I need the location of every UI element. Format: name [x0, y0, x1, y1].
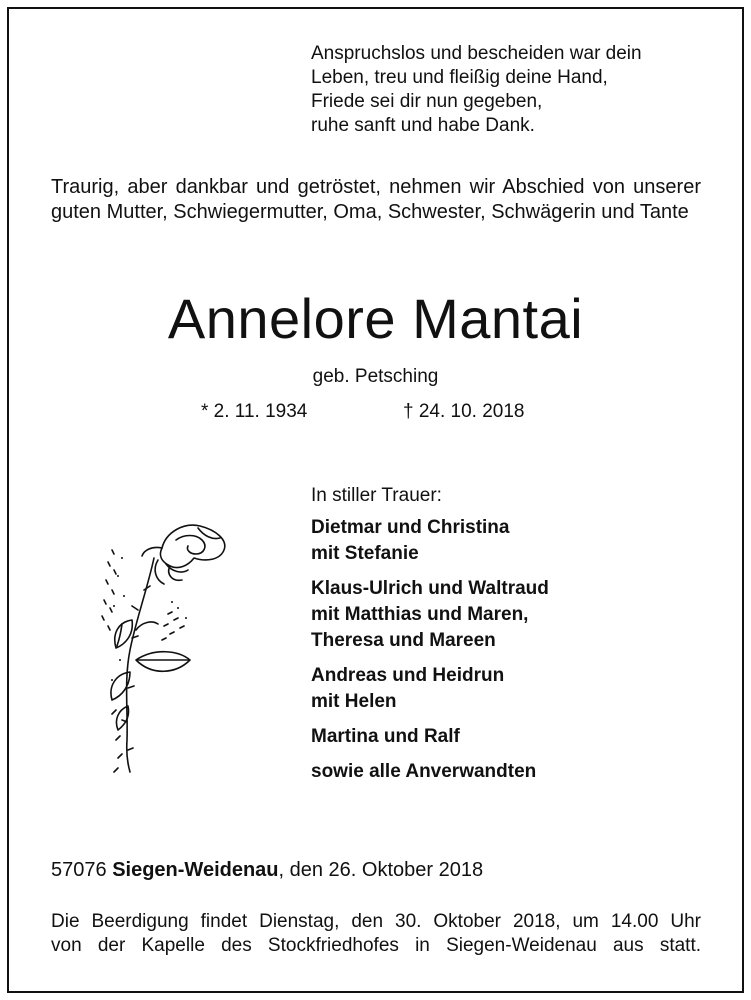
birth-date: * 2. 11. 1934 — [201, 401, 308, 422]
death-date: † 24. 10. 2018 — [403, 401, 525, 422]
place-date-text: , den 26. Oktober 2018 — [278, 859, 484, 881]
mourner-line: Martina und Ralf — [311, 726, 460, 747]
mourner-line: Andreas und Heidrun — [311, 665, 505, 686]
mourner-line: mit Matthias und Maren, — [311, 604, 529, 625]
mourner-group — [311, 759, 549, 785]
poem-line: Leben, treu und fleißig deine Hand, — [311, 67, 608, 88]
funeral-line: Die Beerdigung findet Dienstag, den 30. Oktober 2018, um 14.00 Uhr — [51, 911, 701, 932]
place-date — [51, 858, 483, 883]
rose-icon — [92, 510, 242, 780]
poem-line: ruhe sanft und habe Dank. — [311, 115, 535, 136]
intro-text: Traurig, aber dankbar und getröstet, nehmen wir Abschied von unserer guten Mutter, Schwiegermutter, Oma, Schwester, Schwägerin und Tante — [51, 176, 701, 223]
place-zip: 57076 — [51, 859, 107, 881]
mourner-group — [311, 724, 549, 750]
mourner-line: mit Helen — [311, 691, 397, 712]
mourner-line: Theresa und Mareen — [311, 630, 496, 651]
mourner-line: mit Stefanie — [311, 543, 419, 564]
mourner-group — [311, 515, 549, 567]
mourners-section — [311, 483, 549, 794]
mourners-lead: In stiller Trauer: — [311, 485, 442, 506]
mourner-line: sowie alle Anverwandten — [311, 761, 537, 782]
funeral-notice — [51, 910, 701, 958]
deceased-name: Annelore Mantai — [167, 287, 584, 350]
place-city: Siegen-Weidenau — [112, 859, 279, 881]
poem-line: Anspruchslos und bescheiden war dein — [311, 43, 642, 64]
mourner-line: Dietmar und Christina — [311, 517, 510, 538]
poem-line: Friede sei dir nun gegeben, — [311, 91, 543, 112]
mourner-group — [311, 663, 549, 715]
poem — [311, 42, 642, 138]
funeral-line: von der Kapelle des Stockfriedhofes in Siegen-Weidenau aus statt. — [51, 935, 701, 956]
mourner-line: Klaus-Ulrich und Waltraud — [311, 578, 549, 599]
mourner-group — [311, 576, 549, 654]
birth-name: geb. Petsching — [312, 366, 439, 387]
